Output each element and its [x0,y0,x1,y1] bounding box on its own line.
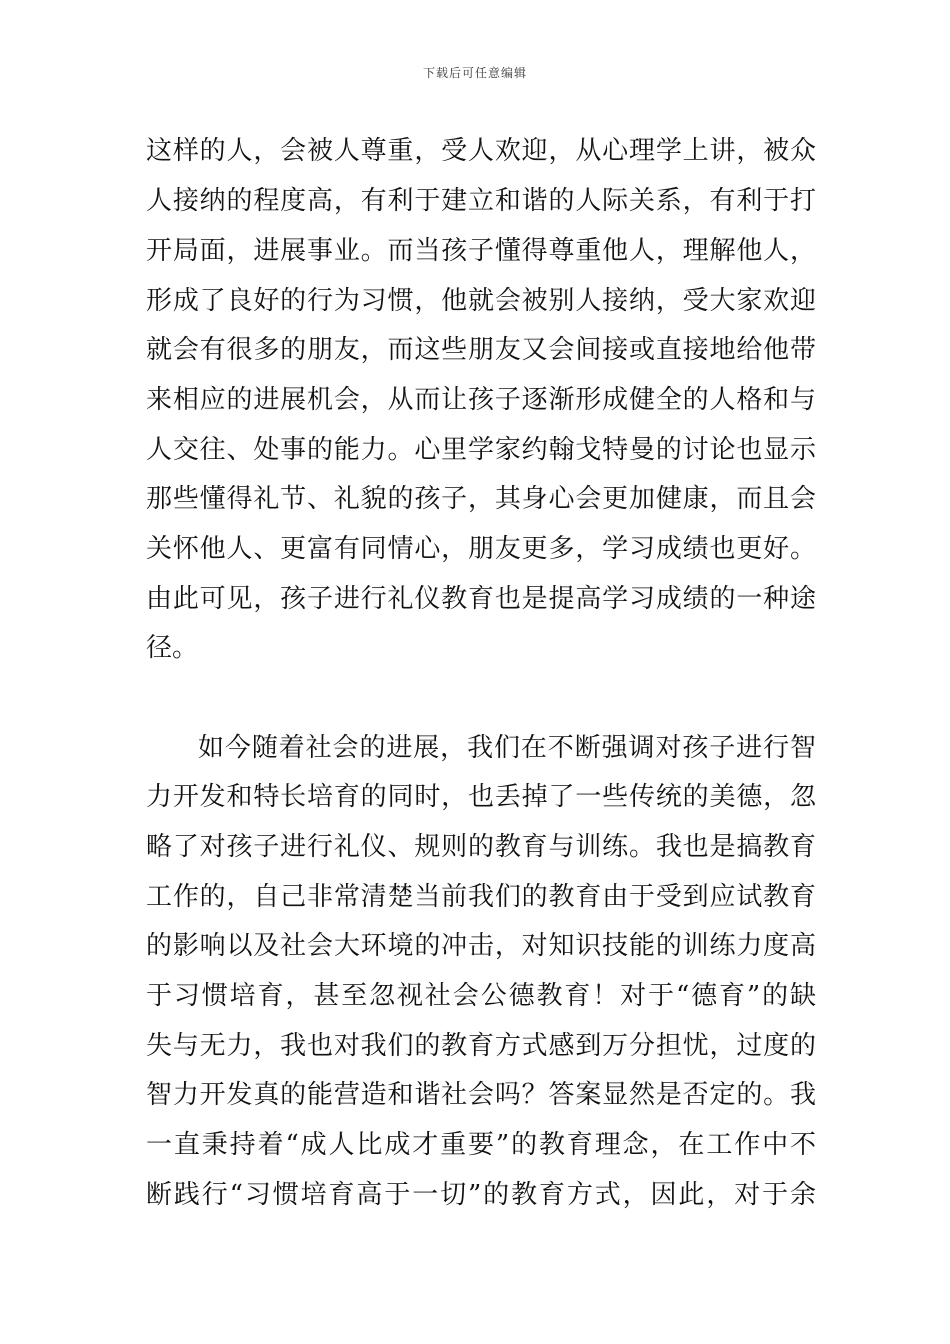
text-line: 于习惯培育，甚至忽视社会公德教育！对于“德育”的缺 [146,981,816,1011]
page-header: 下载后可任意编辑 [422,66,527,80]
text-line: 开局面，进展事业。而当孩子懂得尊重他人，理解他人， [146,236,816,266]
text-line: 一直秉持着“成人比成才重要”的教育理念，在工作中不 [146,1130,816,1160]
text-line: 工作的，自己非常清楚当前我们的教育由于受到应试教育 [146,882,816,912]
text-line: 形成了良好的行为习惯，他就会被别人接纳，受大家欢迎 [146,286,816,316]
text-line: 这样的人，会被人尊重，受人欢迎，从心理学上讲，被众 [146,136,816,166]
text-line: 略了对孩子进行礼仪、规则的教育与训练。我也是搞教育 [146,832,816,862]
text-line: 失与无力，我也对我们的教育方式感到万分担忧，过度的 [146,1031,816,1061]
text-line: 人交往、处事的能力。心里学家约翰戈特曼的讨论也显示 [146,435,816,465]
text-line: 断践行“习惯培育高于一切”的教育方式，因此，对于余 [146,1180,816,1210]
text-line: 人接纳的程度高，有利于建立和谐的人际关系，有利于打 [146,186,816,216]
text-line: 的影响以及社会大环境的冲击，对知识技能的训练力度高 [146,931,816,961]
text-line: 如今随着社会的进展，我们在不断强调对孩子进行智 [198,733,816,763]
text-line: 就会有很多的朋友，而这些朋友又会间接或直接地给他带 [146,335,816,365]
text-line: 那些懂得礼节、礼貌的孩子，其身心会更加健康，而且会 [146,484,816,514]
text-line: 来相应的进展机会，从而让孩子逐渐形成健全的人格和与 [146,385,816,415]
text-line: 智力开发真的能营造和谐社会吗？答案显然是否定的。我 [146,1080,816,1110]
text-line: 由此可见，孩子进行礼仪教育也是提高学习成绩的一种途 [146,584,816,614]
text-line: 力开发和特长培育的同时，也丢掉了一些传统的美德，忽 [146,782,816,812]
text-line: 径。 [146,633,199,663]
text-line: 关怀他人、更富有同情心，朋友更多，学习成绩也更好。 [146,534,816,564]
